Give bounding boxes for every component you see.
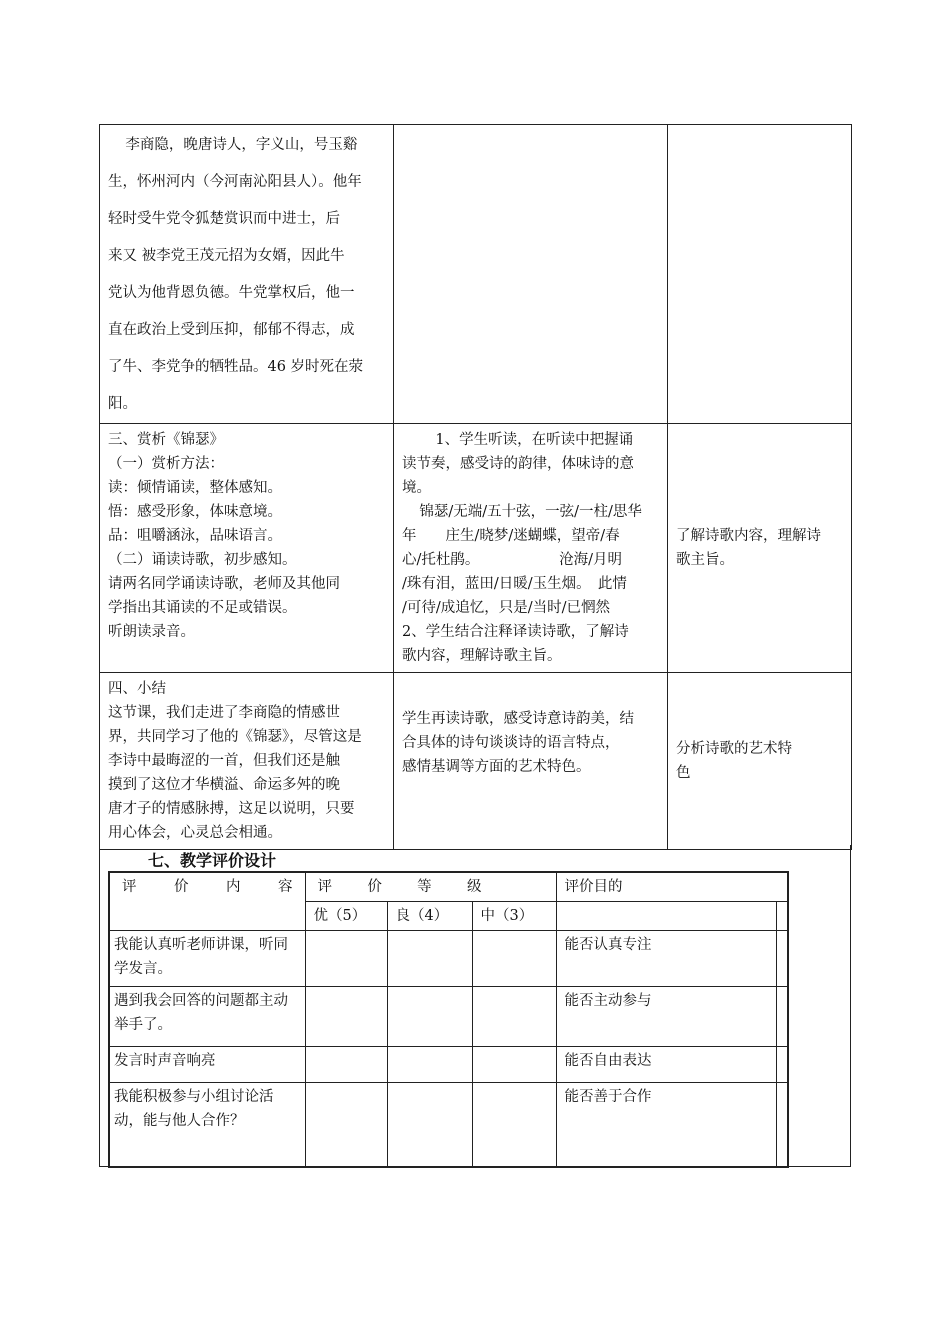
empty-cell xyxy=(776,987,788,1047)
purpose-text: 能否主动参与 xyxy=(556,987,776,1047)
design-intent-cell xyxy=(668,424,852,673)
score-cell[interactable] xyxy=(387,1047,472,1083)
text-line: 来又 被李党王茂元招为女婿，因此牛 xyxy=(108,248,345,264)
design-intent-cell xyxy=(668,673,852,850)
evaluation-frame xyxy=(99,871,851,1167)
purpose-text: 能否自由表达 xyxy=(556,1047,776,1083)
text-line: 1、学生听读，在听读中把握诵 xyxy=(435,432,634,448)
text-line: 品：咀嚼涵泳，品味语言。 xyxy=(108,528,282,544)
header-char: 级 xyxy=(466,879,482,895)
text-line: 李诗中最晦涩的一首，但我们还是触 xyxy=(108,753,340,769)
text-line: 了解诗歌内容，理解诗 xyxy=(676,528,821,544)
text-line: 合具体的诗句谈谈诗的语言特点， xyxy=(402,735,620,751)
header-char: 价 xyxy=(174,879,189,895)
score-cell[interactable] xyxy=(387,1083,472,1167)
text-line: 轻时受牛党令狐楚赏识而中进士，后 xyxy=(108,211,340,227)
purpose-text: 能否善于合作 xyxy=(556,1083,776,1167)
text-line: 直在政治上受到压抑，郁郁不得志，成 xyxy=(108,322,355,338)
empty-cell xyxy=(776,902,788,931)
table-row xyxy=(100,125,852,424)
evaluation-table xyxy=(108,871,789,1168)
criterion-text: 遇到我会回答的问题都主动举手了。 xyxy=(109,987,305,1047)
student-activity-cell xyxy=(394,424,668,673)
summary-cell xyxy=(100,673,394,850)
text-line: 听朗读录音。 xyxy=(108,624,195,640)
score-cell[interactable] xyxy=(387,931,472,987)
text-line: 请两名同学诵读诗歌，老师及其他同 xyxy=(108,576,340,592)
level-excellent: 优（5） xyxy=(305,902,387,931)
text-line: 四、小结 xyxy=(108,681,166,697)
text-line: 李商隐，晚唐诗人，字义山，号玉谿 xyxy=(125,137,358,153)
poem-line: /可待/成追忆，只是/当时/已惘然 xyxy=(402,600,611,616)
criterion-text: 我能积极参与小组讨论活动，能与他人合作？ xyxy=(109,1083,305,1167)
text-line: 歌内容，理解诗歌主旨。 xyxy=(402,648,562,664)
empty-cell xyxy=(556,902,776,931)
text-line: 2、学生结合注释译读诗歌，了解诗 xyxy=(402,624,629,640)
design-intent-cell xyxy=(668,125,852,424)
score-cell[interactable] xyxy=(305,1083,387,1167)
section-heading-box xyxy=(99,845,851,871)
level-good: 良（4） xyxy=(387,902,472,931)
text-line: 歌主旨。 xyxy=(676,552,734,568)
text-line: 生，怀州河内（今河南沁阳县人）。他年 xyxy=(108,174,362,190)
score-cell[interactable] xyxy=(305,931,387,987)
poem-line: 年 庄生/晓梦/迷蝴蝶，望帝/春 xyxy=(402,528,620,544)
header-purpose: 评价目的 xyxy=(556,872,788,902)
score-cell[interactable] xyxy=(305,1047,387,1083)
table-row xyxy=(109,931,788,987)
table-row xyxy=(100,424,852,673)
criterion-text: 我能认真听老师讲课，听同学发言。 xyxy=(109,931,305,987)
text-line: 唐才子的情感脉搏，这足以说明，只要 xyxy=(108,801,355,817)
header-char: 评 xyxy=(122,879,137,895)
table-row xyxy=(109,987,788,1047)
table-header-row xyxy=(109,872,788,902)
empty-cell xyxy=(776,1047,788,1083)
text-line: 感情基调等方面的艺术特色。 xyxy=(402,759,591,775)
purpose-text: 能否认真专注 xyxy=(556,931,776,987)
poem-line: /珠有泪，蓝田/日暖/玉生烟。 此情 xyxy=(402,576,627,592)
level-average: 中（3） xyxy=(472,902,556,931)
lesson-plan-table xyxy=(99,124,852,850)
text-line: 读节奏，感受诗的韵律，体味诗的意 xyxy=(402,456,634,472)
text-line: 摸到了这位才华横溢、命运多舛的晚 xyxy=(108,777,340,793)
score-cell[interactable] xyxy=(472,1047,556,1083)
text-line: 用心体会，心灵总会相通。 xyxy=(108,825,282,841)
appreciation-cell xyxy=(100,424,394,673)
score-cell[interactable] xyxy=(305,987,387,1047)
header-level xyxy=(305,872,556,902)
text-line: 悟：感受形象，体味意境。 xyxy=(108,504,282,520)
text-line: 学生再读诗歌，感受诗意诗韵美，结 xyxy=(402,711,634,727)
student-activity-cell xyxy=(394,125,668,424)
text-line: 界，共同学习了他的《锦瑟》，尽管这是 xyxy=(108,729,362,745)
score-cell[interactable] xyxy=(472,931,556,987)
header-char: 内 xyxy=(226,879,241,895)
empty-cell xyxy=(776,931,788,987)
student-activity-cell xyxy=(394,673,668,850)
text-line: 阳。 xyxy=(108,396,137,412)
score-cell[interactable] xyxy=(472,987,556,1047)
text-line: 这节课，我们走进了李商隐的情感世 xyxy=(108,705,340,721)
criterion-text: 发言时声音响亮 xyxy=(109,1047,305,1083)
text-line: 分析诗歌的艺术特 xyxy=(676,741,792,757)
text-line: 色 xyxy=(676,765,691,781)
author-intro-cell xyxy=(100,125,394,424)
text-line: 三、赏析《锦瑟》 xyxy=(108,432,224,448)
poem-line: 锦瑟/无端/五十弦，一弦/一柱/思华 xyxy=(419,504,642,520)
header-char: 评 xyxy=(317,879,332,895)
header-content xyxy=(109,872,305,931)
text-line: （二）诵读诗歌，初步感知。 xyxy=(108,552,297,568)
text-line: 学指出其诵读的不足或错误。 xyxy=(108,600,297,616)
table-row xyxy=(109,1083,788,1167)
table-row xyxy=(109,1047,788,1083)
header-level-label xyxy=(310,875,552,899)
table-row xyxy=(100,673,852,850)
header-char: 价 xyxy=(367,879,382,895)
header-char: 等 xyxy=(417,879,432,895)
header-char: 容 xyxy=(278,879,293,895)
text-line: 了牛、李党争的牺牲品。46 岁时死在荥 xyxy=(108,359,364,375)
text-line: （一）赏析方法： xyxy=(108,456,224,472)
poem-line: 心/托杜鹃。 沧海/月明 xyxy=(402,552,623,568)
empty-cell xyxy=(776,1083,788,1167)
score-cell[interactable] xyxy=(472,1083,556,1167)
text-line: 读：倾情诵读，整体感知。 xyxy=(108,480,282,496)
score-cell[interactable] xyxy=(387,987,472,1047)
text-line: 境。 xyxy=(402,480,431,496)
section-title: 七、教学评价设计 xyxy=(148,851,277,870)
text-line: 党认为他背恩负德。牛党掌权后，他一 xyxy=(108,285,355,301)
header-content-label xyxy=(114,875,301,899)
